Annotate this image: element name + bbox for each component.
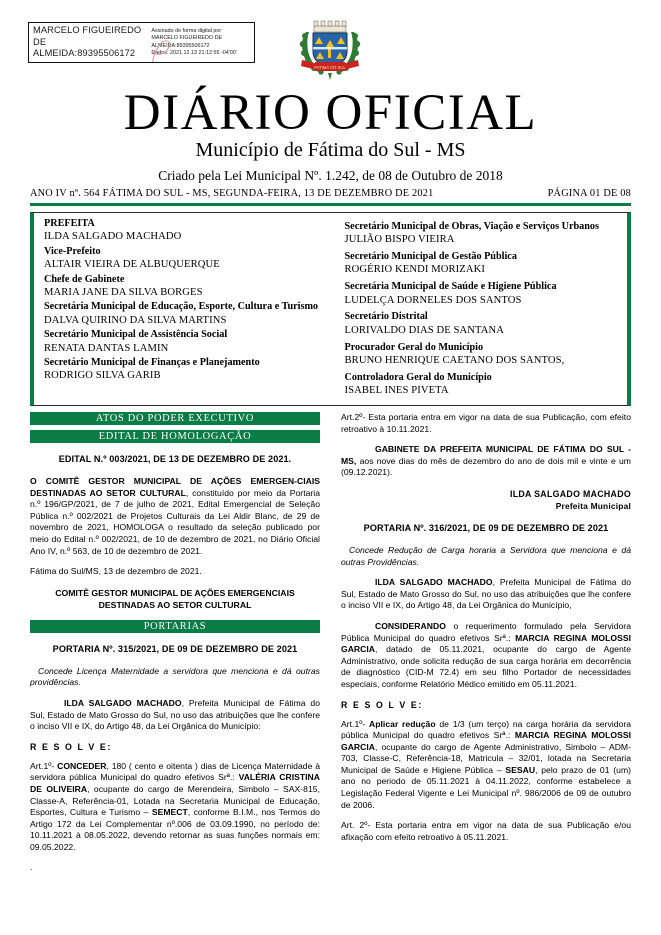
portaria-316-art2: Art. 2º- Esta portaria entra em vigor na data de sua Publicação e/ou afixação com efeito retroativo à 05.11.2021. (341, 820, 631, 842)
officials-column-right (331, 217, 628, 401)
portaria-315-preamble-name: ILDA SALGADO MACHADO (64, 697, 182, 708)
art1-end: , conforme B.I.M., nos Termos do Artigo 172 da Lei Complementar nº.006 de 03.09.1990, no período de: 10.11.2021 à 08.05.2022, devendo retornar as suas funções normais em: 09.05.2022. (30, 807, 320, 852)
masthead-subtitle: Município de Fátima do Sul - MS (195, 139, 466, 161)
art1-mid2: , ocupante do cargo de Merendeira, Simbolo – SAX-815, Classe-A, Referência-01, Lotada na Secretaria Municipal de Educação, Esportes, Cultura e Turismo – (30, 783, 320, 818)
official-name: ALTAIR VIEIRA DE ALBUQUERQUE (44, 259, 220, 271)
art1-secretariat: SEMECT (151, 807, 188, 818)
official-role: Secretária Municipal de Educação, Esporte, Cultura e Turismo (44, 301, 319, 313)
art1-servant-name: VALÉRIA CRISTINA DE OLIVEIRA (30, 772, 320, 794)
official-role: Secretário Municipal de Obras, Viação e Serviços Urbanos (344, 220, 599, 232)
official-role: Secretário Municipal de Assistência Social (44, 329, 228, 341)
considerando-label: CONSIDERANDO (375, 620, 446, 631)
official-role: Controladora Geral do Município (344, 372, 492, 384)
portaria-315-art2: Art.2º- Esta portaria entra em vigor na data de sua Publicação, com efeito retroativo à 10.11.2021. (341, 412, 631, 434)
art1-end: , pelo prazo de 01 (um) ano no periodo de 05.11.2021 à 04.11.2022, conforme estabelece a Legislação Federal Vigente e Lei Municipal nº. 986/2006 de 09 de outubro de 2006. (341, 764, 632, 810)
official-role: Secretário Distrital (344, 311, 428, 323)
art1-verb: CONCEDER (57, 760, 107, 771)
officials-box (30, 212, 631, 406)
official-name: BRUNO HENRIQUE CAETANO DOS SANTOS, (344, 355, 565, 367)
art1-mid1: de 1/3 (um terço) na carga horária da servidora pública Municipal do quadro efetivos Srª.: (341, 718, 631, 741)
masthead (0, 86, 661, 185)
portaria-316-preamble-rest: , Prefeita Municipal de Fátima do Sul, Estado de Mato Grosso do Sul, no uso das atribuições que lhe confere o inciso VII e IX, do Artigo 48, da Lei Orgânica do Município, (341, 577, 631, 611)
gabinete-bold: GABINETE DA PREFEITA MUNICIPAL DE FÁTIMA DO SUL - MS, (341, 444, 631, 466)
official-role: Procurador Geral do Município (344, 341, 484, 353)
gabinete-rest: aos nove dias do mês de dezembro do ano de dois mil e vinte e um (09.12.2021). (341, 455, 631, 478)
art1-mid1: , 180 ( cento e oitenta ) dias de Licença Maternidade à servidora pública Municipal do quadro efetivos Srª.: (30, 760, 320, 783)
portaria-315-ementa: Concede Licença Maternidade a servidora que menciona e dá outras providências. (30, 665, 320, 688)
edition-divider (30, 203, 631, 206)
column-left (30, 412, 320, 932)
considerando-servant-name: MARCIA REGINA MOLOSSI GARCIA (341, 632, 632, 655)
official-role: Secretário Municipal de Finanças e Planejamento (44, 357, 260, 369)
svg-text:FATIMA DO SUL: FATIMA DO SUL (314, 65, 346, 70)
art1-verb: Aplicar redução (369, 718, 436, 729)
coat-of-arms-icon (298, 16, 362, 82)
committee-signature: COMITÊ GESTOR MUNICIPAL DE AÇÕES EMERGENCIAIS DESTINADAS AO SETOR CULTURAL (55, 587, 295, 610)
masthead-law-line: Criado pela Lei Municipal Nº. 1.242, de 08 de Outubro de 2018 (158, 168, 503, 183)
page-title: DIÁRIO OFICIAL (123, 85, 538, 141)
content-columns (30, 412, 631, 932)
mayor-signature-block (341, 488, 631, 512)
portaria-316-resolve-label: R E S O L V E: (341, 699, 423, 710)
signature-name-line1: MARCELO FIGUEIREDO DE (33, 25, 142, 47)
portaria-315-preamble-rest: , Prefeita Municipal de Fátima do Sul, Estado de Mato Grosso do Sul, no uso das atribuições que lhe confere o inciso VII e IX, do Artigo 48, da Lei Orgânica do Município: (30, 697, 320, 732)
edition-bar (30, 188, 631, 201)
official-role: Chefe de Gabinete (44, 273, 125, 285)
trailing-dot: . (30, 862, 33, 873)
official-name: RODRIGO SILVA GARIB (44, 370, 161, 382)
signature-detail-line3: ALMEIDA:89395506172 (151, 42, 210, 49)
signature-detail-line2: MARCELO FIGUEIREDO DE (151, 35, 223, 42)
official-role: PREFEITA (44, 218, 95, 229)
portaria-315-preamble (30, 698, 320, 733)
art1-prefix: Art.1º- (30, 760, 58, 771)
column-right (341, 412, 631, 932)
mayor-signature-name: ILDA SALGADO MACHADO (509, 488, 631, 499)
official-name: DALVA QUIRINO DA SILVA MARTINS (44, 314, 227, 326)
portaria-316-title: PORTARIA Nº. 316/2021, DE 09 DE DEZEMBRO DE 2021 (363, 522, 609, 533)
considerando-mid: o requerimento formulado pela Servidora Pública Municipal do quadro efetivos Srª.: (341, 620, 631, 643)
mayor-signature-role: Prefeita Municipal (555, 500, 631, 511)
banner-atos-do-poder-executivo: ATOS DO PODER EXECUTIVO (30, 412, 320, 425)
banner-portarias: PORTARIAS (30, 620, 320, 633)
portaria-316-preamble-name: ILDA SALGADO MACHADO (375, 577, 493, 588)
official-role: Vice-Prefeito (44, 245, 101, 257)
official-name: MARIA JANE DA SILVA BORGES (44, 287, 203, 299)
portaria-316-considerando (341, 621, 631, 691)
art1-prefix: Art.1º- (341, 718, 370, 729)
edital-title: EDITAL N.º 003/2021, DE 13 DE DEZEMBRO DE 2021. (58, 454, 292, 464)
official-name: JULIÃO BISPO VIEIRA (344, 233, 455, 245)
official-name: LORIVALDO DIAS DE SANTANA (344, 324, 504, 336)
portaria-316-art1 (341, 719, 631, 812)
digital-signature-stamp (28, 22, 255, 63)
portaria-316-ementa: Concede Redução de Carga horaria a Servidora que menciona e dá outras Providências. (341, 544, 631, 567)
art1-servant-name: MARCIA REGINA MOLOSSI GARCIA (341, 730, 631, 752)
edital-body-rest: , constituído por meio da Portaria n.º 196/GP/2021, de 7 de julho de 2021, Edital Emergencial de Seleção Pública n.º 002/2021 de Projetos Culturais da Lei Aldir Blanc, de 29 de novembro de 2021, HOMOLOGA o resultado da seleção publicado por meio do Edital n.º 002/2021, de 10 de dezembro de 2021, no Diário Oficial Ano IV, n.º 563, de 10 de dezembro de 2021. (30, 487, 321, 556)
official-name: ISABEL INES PIVETA (344, 385, 449, 397)
official-name: ROGÉRIO KENDI MORIZAKI (344, 264, 485, 276)
portaria-316-preamble (341, 577, 631, 612)
art1-secretariat: SESAU (505, 764, 536, 775)
banner-edital-de-homologacao: EDITAL DE HOMOLOGAÇÃO (30, 430, 320, 443)
edition-info: ANO IV nº. 564 FÁTIMA DO SUL - MS, SEGUNDA-FEIRA, 13 DE DEZEMBRO DE 2021 (30, 188, 434, 199)
signature-name-line2: ALMEIDA:89395506172 (33, 48, 136, 59)
signature-detail-line4: Dados: 2021.12.13 21:12:55 -04'00' (151, 49, 237, 56)
gabinete-block (341, 444, 631, 479)
official-name: LUDELÇA DORNELES DOS SANTOS (344, 294, 522, 306)
page-number: PÁGINA 01 DE 08 (547, 188, 631, 199)
edital-body-bold: O COMITÊ GESTOR MUNICIPAL DE AÇÕES EMERGEN-CIAIS DESTINADAS AO SETOR CULTURAL (30, 476, 320, 498)
official-role: Secretária Municipal de Saúde e Higiene Pública (344, 281, 557, 293)
art1-mid2: , ocupante do cargo de Agente Administrativo, Simbolo – ADM-703, Classe-C, Referência-18, Matricula – 32/01, lotada na Secretaria Municipal de Saúde e Higiene Pública – (341, 741, 631, 775)
officials-column-left (34, 217, 331, 401)
portaria-315-resolve-label: R E S O L V E: (30, 741, 112, 752)
considerando-end: , datado de 05.11.2021, ocupante do cargo de Agente Administrativo, onde solicita redução de sua carga horária em decorrência de diagnóstico (CID-M 72.4) em seu filho Portador de necessidades especiais, conforme Relatório Médico emitido em 05.11.2021. (341, 644, 631, 689)
signature-details (149, 28, 254, 58)
signature-detail-line1: Assinado de forma digital por (151, 27, 222, 34)
portaria-315-title: PORTARIA Nº. 315/2021, DE 09 DE DEZEMBRO DE 2021 (52, 643, 298, 654)
official-role: Secretário Municipal de Gestão Pública (344, 250, 517, 262)
official-name: RENATA DANTAS LAMIN (44, 342, 169, 354)
edital-body (30, 476, 320, 557)
official-name: ILDA SALGADO MACHADO (44, 231, 182, 243)
signature-name (29, 25, 149, 60)
edital-place-date: Fátima do Sul/MS, 13 de dezembro de 2021. (30, 566, 202, 577)
portaria-315-art1 (30, 761, 320, 854)
